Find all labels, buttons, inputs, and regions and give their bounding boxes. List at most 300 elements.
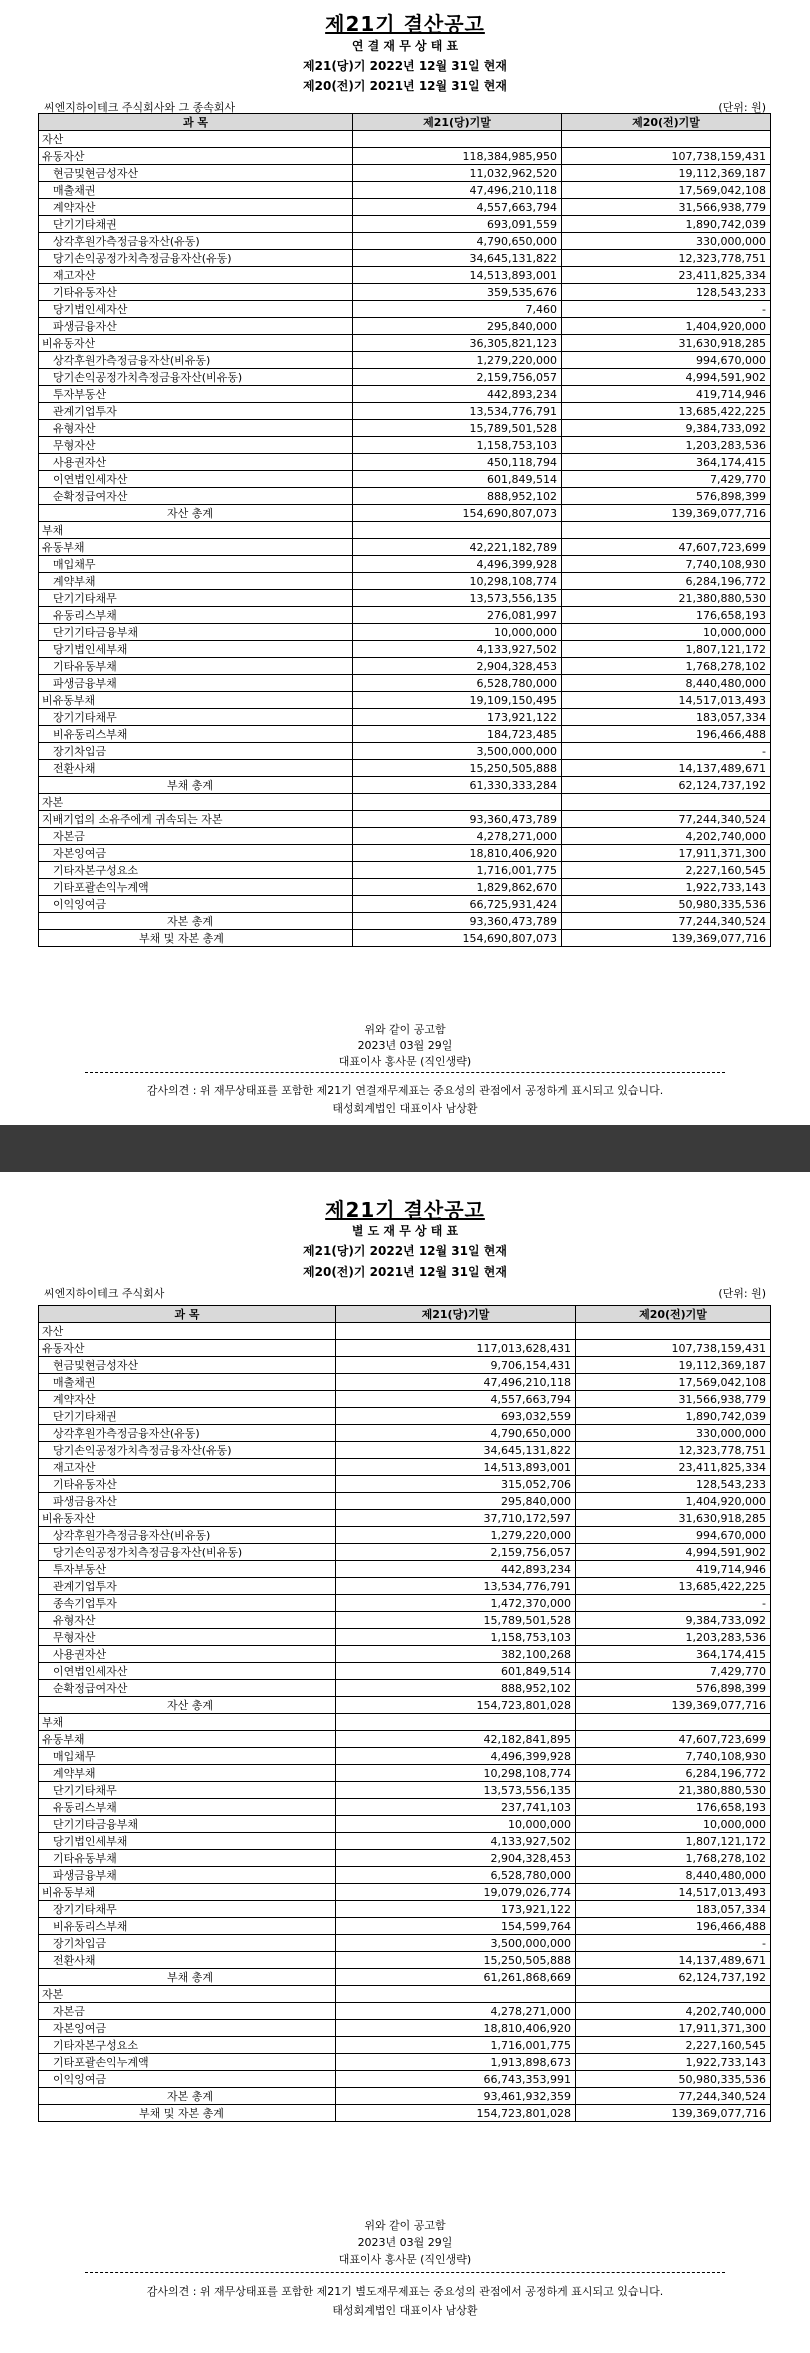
table-row [39, 743, 771, 760]
table-row [39, 505, 771, 522]
account-cell: 파생금융부채 [39, 1867, 336, 1884]
prior-value-cell: 364,174,415 [562, 454, 771, 471]
account-cell: 상각후원가측정금융자산(비유동) [39, 1527, 336, 1544]
account-cell: 기타유동자산 [39, 284, 353, 301]
current-value-cell: 93,360,473,789 [353, 811, 562, 828]
table-row [39, 148, 771, 165]
account-cell: 이익잉여금 [39, 2071, 336, 2088]
table-row [39, 1629, 771, 1646]
account-cell: 유동부채 [39, 1731, 336, 1748]
current-value-cell: 10,000,000 [336, 1816, 576, 1833]
current-value-cell: 6,528,780,000 [353, 675, 562, 692]
prior-value-cell: 23,411,825,334 [562, 267, 771, 284]
prior-value-cell: 107,738,159,431 [562, 148, 771, 165]
current-period-label: 제21(당)기 2022년 12월 31일 현재 [303, 59, 507, 73]
prior-value-cell: 1,203,283,536 [562, 437, 771, 454]
table-row [39, 1816, 771, 1833]
account-cell: 사용권자산 [39, 1646, 336, 1663]
divider [85, 2272, 725, 2273]
table-row [39, 1986, 771, 2003]
account-cell: 관계기업투자 [39, 1578, 336, 1595]
account-cell: 현금및현금성자산 [39, 1357, 336, 1374]
account-cell: 자산 [39, 1323, 336, 1340]
account-cell: 기타포괄손익누계액 [39, 879, 353, 896]
table-row [39, 1680, 771, 1697]
prior-value-cell: 23,411,825,334 [576, 1459, 771, 1476]
table-row [39, 675, 771, 692]
prior-value-cell: 139,369,077,716 [562, 930, 771, 947]
prior-value-cell: 50,980,335,536 [576, 2071, 771, 2088]
table-row [39, 1884, 771, 1901]
prior-value-cell: 14,517,013,493 [576, 1884, 771, 1901]
current-value-cell: 47,496,210,118 [336, 1374, 576, 1391]
current-value-cell: 14,513,893,001 [353, 267, 562, 284]
table-row [39, 879, 771, 896]
prior-value-cell: 7,740,108,930 [562, 556, 771, 573]
current-value-cell: 315,052,706 [336, 1476, 576, 1493]
account-cell: 매출채권 [39, 182, 353, 199]
current-value-cell: 15,250,505,888 [336, 1952, 576, 1969]
prior-value-cell: 4,202,740,000 [576, 2003, 771, 2020]
current-value-cell [336, 1323, 576, 1340]
prior-period-label: 제20(전)기 2021년 12월 31일 현재 [303, 1265, 507, 1279]
table-row [39, 2088, 771, 2105]
table-row [39, 1442, 771, 1459]
table-row [39, 165, 771, 182]
table-row [39, 930, 771, 947]
account-cell: 장기차입금 [39, 1935, 336, 1952]
account-cell: 비유동리스부채 [39, 1918, 336, 1935]
account-cell: 계약자산 [39, 199, 353, 216]
table-row [39, 1357, 771, 1374]
table-body [39, 131, 771, 947]
table-row [39, 1850, 771, 1867]
prior-value-cell: 31,630,918,285 [562, 335, 771, 352]
current-value-cell: 4,496,399,928 [353, 556, 562, 573]
prior-period-label: 제20(전)기 2021년 12월 31일 현재 [303, 79, 507, 93]
account-cell: 자본금 [39, 2003, 336, 2020]
table-row [39, 284, 771, 301]
footer-ceo: 대표이사 홍사문 (직인생략) [338, 1055, 472, 1068]
account-cell: 재고자산 [39, 267, 353, 284]
prior-value-cell: 1,768,278,102 [562, 658, 771, 675]
table-row [39, 1527, 771, 1544]
table-row [39, 233, 771, 250]
table-row [39, 556, 771, 573]
account-cell: 장기차입금 [39, 743, 353, 760]
account-cell: 이익잉여금 [39, 896, 353, 913]
account-cell: 자본잉여금 [39, 845, 353, 862]
table-row [39, 1748, 771, 1765]
company-name: 씨엔지하이테크 주식회사와 그 종속회사 [44, 101, 236, 114]
account-cell: 기타유동부채 [39, 1850, 336, 1867]
account-cell: 상각후원가측정금융자산(유동) [39, 1425, 336, 1442]
table-row [39, 471, 771, 488]
account-cell: 순확정급여자산 [39, 488, 353, 505]
account-cell: 무형자산 [39, 437, 353, 454]
table-row [39, 2054, 771, 2071]
table-row [39, 335, 771, 352]
current-value-cell: 6,528,780,000 [336, 1867, 576, 1884]
statement-subtitle: 별 도 재 무 상 태 표 [351, 1224, 459, 1238]
prior-value-cell: 994,670,000 [576, 1527, 771, 1544]
account-cell: 부채 [39, 1714, 336, 1731]
current-value-cell: 18,810,406,920 [336, 2020, 576, 2037]
current-value-cell: 4,496,399,928 [336, 1748, 576, 1765]
current-value-cell: 13,573,556,135 [336, 1782, 576, 1799]
prior-value-cell: 12,323,778,751 [562, 250, 771, 267]
prior-value-cell: 77,244,340,524 [562, 913, 771, 930]
current-value-cell: 2,159,756,057 [353, 369, 562, 386]
account-cell: 전환사채 [39, 1952, 336, 1969]
prior-value-cell [576, 1986, 771, 2003]
current-value-cell: 382,100,268 [336, 1646, 576, 1663]
account-cell: 유형자산 [39, 1612, 336, 1629]
account-cell: 기타유동자산 [39, 1476, 336, 1493]
prior-value-cell: 77,244,340,524 [576, 2088, 771, 2105]
current-value-cell: 61,261,868,669 [336, 1969, 576, 1986]
divider [85, 1072, 725, 1073]
current-value-cell: 173,921,122 [353, 709, 562, 726]
separate-statement-section [0, 1172, 810, 2353]
section-divider-band [0, 1125, 810, 1172]
account-cell: 매입채무 [39, 1748, 336, 1765]
table-row [39, 1714, 771, 1731]
current-value-cell: 66,725,931,424 [353, 896, 562, 913]
account-cell: 기타자본구성요소 [39, 862, 353, 879]
prior-value-cell: 17,911,371,300 [576, 2020, 771, 2037]
account-cell: 기타자본구성요소 [39, 2037, 336, 2054]
current-value-cell: 601,849,514 [353, 471, 562, 488]
current-value-cell [353, 794, 562, 811]
current-value-cell: 118,384,985,950 [353, 148, 562, 165]
current-value-cell: 276,081,997 [353, 607, 562, 624]
current-value-cell: 442,893,234 [353, 386, 562, 403]
prior-value-cell: 8,440,480,000 [576, 1867, 771, 1884]
account-cell: 장기기타채무 [39, 709, 353, 726]
current-value-cell: 1,158,753,103 [336, 1629, 576, 1646]
current-value-cell: 154,690,807,073 [353, 930, 562, 947]
prior-value-cell [576, 1714, 771, 1731]
header-prior: 제20(전)기말 [576, 1306, 771, 1323]
table-row [39, 1374, 771, 1391]
current-value-cell: 47,496,210,118 [353, 182, 562, 199]
account-cell: 파생금융자산 [39, 318, 353, 335]
prior-value-cell: 47,607,723,699 [576, 1731, 771, 1748]
account-cell: 상각후원가측정금융자산(유동) [39, 233, 353, 250]
current-value-cell: 37,710,172,597 [336, 1510, 576, 1527]
account-cell: 부채 총계 [39, 1969, 336, 1986]
header-account: 과 목 [39, 1306, 336, 1323]
table-row [39, 1595, 771, 1612]
current-value-cell: 14,513,893,001 [336, 1459, 576, 1476]
prior-value-cell: 1,404,920,000 [576, 1493, 771, 1510]
prior-value-cell: - [576, 1935, 771, 1952]
prior-value-cell: 14,517,013,493 [562, 692, 771, 709]
prior-value-cell: 994,670,000 [562, 352, 771, 369]
table-row [39, 1561, 771, 1578]
table-row [39, 1612, 771, 1629]
table-row [39, 1493, 771, 1510]
current-value-cell: 237,741,103 [336, 1799, 576, 1816]
account-cell: 비유동자산 [39, 1510, 336, 1527]
current-value-cell: 36,305,821,123 [353, 335, 562, 352]
table-row [39, 369, 771, 386]
prior-value-cell: 576,898,399 [576, 1680, 771, 1697]
current-value-cell: 442,893,234 [336, 1561, 576, 1578]
current-value-cell: 1,472,370,000 [336, 1595, 576, 1612]
current-value-cell: 117,013,628,431 [336, 1340, 576, 1357]
table-row [39, 726, 771, 743]
current-value-cell: 888,952,102 [336, 1680, 576, 1697]
prior-value-cell: 196,466,488 [576, 1918, 771, 1935]
company-name: 씨엔지하이테크 주식회사 [44, 1287, 165, 1300]
current-value-cell [353, 522, 562, 539]
table-row [39, 1340, 771, 1357]
prior-value-cell: 7,740,108,930 [576, 1748, 771, 1765]
account-cell: 당기손익공정가치측정금융자산(비유동) [39, 1544, 336, 1561]
table-row [39, 488, 771, 505]
current-value-cell: 10,298,108,774 [336, 1765, 576, 1782]
prior-value-cell: 14,137,489,671 [562, 760, 771, 777]
table-row [39, 1476, 771, 1493]
account-cell: 자본잉여금 [39, 2020, 336, 2037]
prior-value-cell: 183,057,334 [562, 709, 771, 726]
statement-subtitle: 연 결 재 무 상 태 표 [351, 39, 459, 53]
current-value-cell: 4,133,927,502 [353, 641, 562, 658]
table-row [39, 1663, 771, 1680]
current-value-cell: 10,000,000 [353, 624, 562, 641]
prior-value-cell: 10,000,000 [562, 624, 771, 641]
current-value-cell: 3,500,000,000 [336, 1935, 576, 1952]
footer-ceo: 대표이사 홍사문 (직인생략) [338, 2253, 472, 2266]
current-value-cell: 42,221,182,789 [353, 539, 562, 556]
prior-value-cell: 1,404,920,000 [562, 318, 771, 335]
table-row [39, 862, 771, 879]
account-cell: 기타유동부채 [39, 658, 353, 675]
prior-value-cell: 10,000,000 [576, 1816, 771, 1833]
prior-value-cell: 419,714,946 [576, 1561, 771, 1578]
prior-value-cell: 8,440,480,000 [562, 675, 771, 692]
account-cell: 이연법인세자산 [39, 1663, 336, 1680]
current-value-cell: 450,118,794 [353, 454, 562, 471]
table-row [39, 828, 771, 845]
account-cell: 종속기업투자 [39, 1595, 336, 1612]
prior-value-cell: 31,566,938,779 [576, 1391, 771, 1408]
prior-value-cell: 50,980,335,536 [562, 896, 771, 913]
header-account: 과 목 [39, 114, 353, 131]
current-value-cell: 13,534,776,791 [336, 1578, 576, 1595]
current-value-cell: 1,279,220,000 [353, 352, 562, 369]
current-value-cell: 10,298,108,774 [353, 573, 562, 590]
footer-date: 2023년 03월 29일 [357, 2236, 453, 2249]
account-cell: 유동자산 [39, 148, 353, 165]
prior-value-cell: 13,685,422,225 [576, 1578, 771, 1595]
current-value-cell: 888,952,102 [353, 488, 562, 505]
account-cell: 비유동리스부채 [39, 726, 353, 743]
account-cell: 단기기타금융부채 [39, 624, 353, 641]
current-value-cell: 2,159,756,057 [336, 1544, 576, 1561]
account-cell: 비유동부채 [39, 1884, 336, 1901]
current-value-cell [336, 1986, 576, 2003]
table-row [39, 352, 771, 369]
prior-value-cell: 1,890,742,039 [562, 216, 771, 233]
prior-value-cell: 31,566,938,779 [562, 199, 771, 216]
table-row [39, 1969, 771, 1986]
table-row [39, 1544, 771, 1561]
current-value-cell: 15,250,505,888 [353, 760, 562, 777]
table-row [39, 386, 771, 403]
account-cell: 계약부채 [39, 1765, 336, 1782]
table-row [39, 1425, 771, 1442]
account-cell: 자산 총계 [39, 505, 353, 522]
account-cell: 유동부채 [39, 539, 353, 556]
table-row [39, 658, 771, 675]
unit-label: (단위: 원) [718, 101, 766, 114]
account-cell: 순확정급여자산 [39, 1680, 336, 1697]
account-cell: 자본 총계 [39, 2088, 336, 2105]
account-cell: 매출채권 [39, 1374, 336, 1391]
account-cell: 자산 [39, 131, 353, 148]
prior-value-cell: - [562, 301, 771, 318]
header-current: 제21(당)기말 [353, 114, 562, 131]
table-row [39, 1731, 771, 1748]
account-cell: 무형자산 [39, 1629, 336, 1646]
table-row [39, 1391, 771, 1408]
consolidated-statement-section [0, 0, 810, 1125]
current-value-cell: 173,921,122 [336, 1901, 576, 1918]
account-cell: 부채 총계 [39, 777, 353, 794]
current-value-cell: 4,790,650,000 [336, 1425, 576, 1442]
table-row [39, 573, 771, 590]
account-cell: 자본금 [39, 828, 353, 845]
table-row [39, 2105, 771, 2122]
table-row [39, 692, 771, 709]
prior-value-cell: 4,994,591,902 [576, 1544, 771, 1561]
current-value-cell: 13,573,556,135 [353, 590, 562, 607]
table-row [39, 199, 771, 216]
table-row [39, 913, 771, 930]
table-row [39, 539, 771, 556]
prior-value-cell [576, 1323, 771, 1340]
current-value-cell: 154,723,801,028 [336, 2105, 576, 2122]
current-value-cell: 3,500,000,000 [353, 743, 562, 760]
account-cell: 파생금융부채 [39, 675, 353, 692]
current-period-label: 제21(당)기 2022년 12월 31일 현재 [303, 1244, 507, 1258]
account-cell: 재고자산 [39, 1459, 336, 1476]
prior-value-cell: 576,898,399 [562, 488, 771, 505]
prior-value-cell: 7,429,770 [576, 1663, 771, 1680]
current-value-cell: 9,706,154,431 [336, 1357, 576, 1374]
prior-value-cell: 128,543,233 [562, 284, 771, 301]
account-cell: 당기손익공정가치측정금융자산(유동) [39, 250, 353, 267]
prior-value-cell: 4,994,591,902 [562, 369, 771, 386]
prior-value-cell: 17,569,042,108 [562, 182, 771, 199]
account-cell: 부채 및 자본 총계 [39, 930, 353, 947]
current-value-cell [353, 131, 562, 148]
current-value-cell: 34,645,131,822 [336, 1442, 576, 1459]
account-cell: 자본 [39, 1986, 336, 2003]
table-row [39, 1901, 771, 1918]
current-value-cell [336, 1714, 576, 1731]
prior-value-cell: 62,124,737,192 [562, 777, 771, 794]
prior-value-cell: 176,658,193 [562, 607, 771, 624]
account-cell: 매입채무 [39, 556, 353, 573]
current-value-cell: 34,645,131,822 [353, 250, 562, 267]
account-cell: 당기법인세부채 [39, 641, 353, 658]
current-value-cell: 693,091,559 [353, 216, 562, 233]
table-row [39, 811, 771, 828]
account-cell: 유동리스부채 [39, 607, 353, 624]
table-row [39, 607, 771, 624]
prior-value-cell [562, 794, 771, 811]
table-row [39, 2003, 771, 2020]
account-cell: 부채 및 자본 총계 [39, 2105, 336, 2122]
table-row [39, 624, 771, 641]
prior-value-cell: - [562, 743, 771, 760]
account-cell: 자본 [39, 794, 353, 811]
header-prior: 제20(전)기말 [562, 114, 771, 131]
table-row [39, 1765, 771, 1782]
table-row [39, 1833, 771, 1850]
current-value-cell: 1,158,753,103 [353, 437, 562, 454]
table-row [39, 1935, 771, 1952]
balance-sheet-table [38, 113, 771, 947]
account-cell: 이연법인세자산 [39, 471, 353, 488]
current-value-cell: 93,360,473,789 [353, 913, 562, 930]
prior-value-cell: 1,890,742,039 [576, 1408, 771, 1425]
prior-value-cell: 419,714,946 [562, 386, 771, 403]
footer-notice: 위와 같이 공고함 [364, 2219, 446, 2232]
auditor-name: 태성회계법인 대표이사 남상환 [332, 1102, 478, 1115]
table-row [39, 1952, 771, 1969]
table-row [39, 2071, 771, 2088]
account-cell: 유형자산 [39, 420, 353, 437]
account-cell: 지배기업의 소유주에게 귀속되는 자본 [39, 811, 353, 828]
prior-value-cell: 1,922,733,143 [576, 2054, 771, 2071]
prior-value-cell: 17,569,042,108 [576, 1374, 771, 1391]
prior-value-cell: 139,369,077,716 [576, 2105, 771, 2122]
account-cell: 사용권자산 [39, 454, 353, 471]
current-value-cell: 66,743,353,991 [336, 2071, 576, 2088]
current-value-cell: 13,534,776,791 [353, 403, 562, 420]
current-value-cell: 2,904,328,453 [353, 658, 562, 675]
account-cell: 유동자산 [39, 1340, 336, 1357]
table-row [39, 522, 771, 539]
prior-value-cell: 19,112,369,187 [576, 1357, 771, 1374]
prior-value-cell: 196,466,488 [562, 726, 771, 743]
table-row [39, 267, 771, 284]
current-value-cell: 154,690,807,073 [353, 505, 562, 522]
table-row [39, 760, 771, 777]
current-value-cell: 93,461,932,359 [336, 2088, 576, 2105]
header-current: 제21(당)기말 [336, 1306, 576, 1323]
prior-value-cell: 62,124,737,192 [576, 1969, 771, 1986]
prior-value-cell: 176,658,193 [576, 1799, 771, 1816]
account-cell: 투자부동산 [39, 1561, 336, 1578]
table-row [39, 794, 771, 811]
audit-opinion: 감사의견 : 위 재무상태표를 포함한 제21기 별도재무제표는 중요성의 관점에서 공정하게 표시되고 있습니다. [146, 2285, 664, 2298]
current-value-cell: 359,535,676 [353, 284, 562, 301]
prior-value-cell: 330,000,000 [562, 233, 771, 250]
account-cell: 비유동자산 [39, 335, 353, 352]
prior-value-cell: 9,384,733,092 [576, 1612, 771, 1629]
table-row [39, 250, 771, 267]
current-value-cell: 19,109,150,495 [353, 692, 562, 709]
table-row [39, 318, 771, 335]
table-row [39, 301, 771, 318]
table-row [39, 437, 771, 454]
